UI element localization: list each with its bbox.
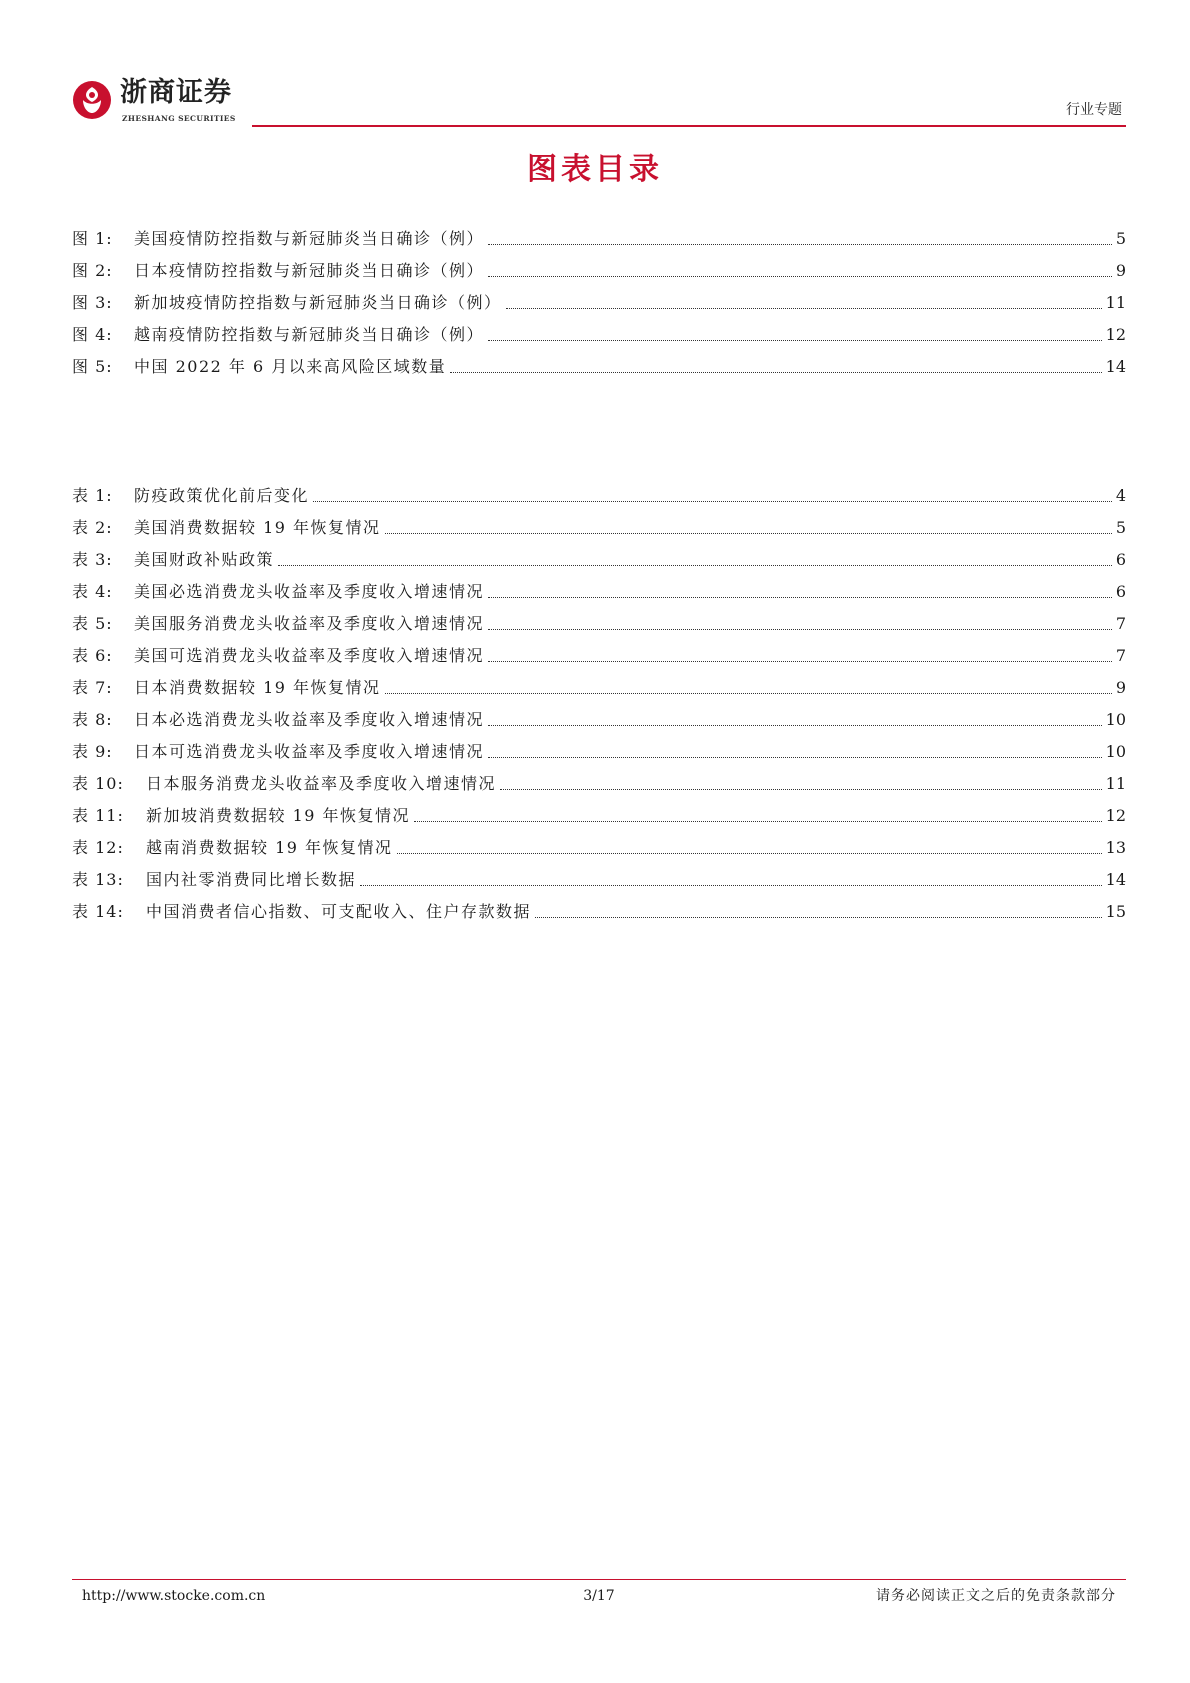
entry-page: 7 [1115,614,1126,633]
entry-title: 中国 2022 年 6 月以来高风险区域数量 [134,357,447,376]
dot-leader [500,788,1102,790]
dot-leader [488,756,1102,758]
dot-leader [488,339,1102,341]
entry-title: 美国可选消费龙头收益率及季度收入增速情况 [134,646,485,665]
entry-page: 11 [1105,774,1126,793]
entry-number: 图 3: [72,293,113,312]
company-name-en: ZHESHANG SECURITIES [122,114,236,123]
entry-number: 表 12: [72,838,124,857]
toc-entry-table-7[interactable] [72,672,1126,704]
toc-entry-table-2[interactable] [72,512,1126,544]
toc-entry-figure-4[interactable] [72,319,1126,351]
dot-leader [414,820,1102,822]
toc-entry-table-1[interactable] [72,480,1126,512]
toc-entry-figure-5[interactable] [72,351,1126,383]
entry-page: 9 [1115,261,1126,280]
toc-entry-table-10[interactable] [72,768,1126,800]
dot-leader [450,371,1101,373]
entry-number: 表 5: [72,614,113,633]
table-list [72,480,1126,928]
dot-leader [488,596,1112,598]
dot-leader [313,500,1112,502]
entry-title: 日本可选消费龙头收益率及季度收入增速情况 [134,742,485,761]
entry-number: 表 2: [72,518,113,537]
dot-leader [397,852,1102,854]
page-header [72,68,1126,128]
company-name-cn: 浙商证券 [120,77,232,108]
toc-entry-table-4[interactable] [72,576,1126,608]
entry-number: 表 13: [72,870,124,889]
entry-title: 日本消费数据较 19 年恢复情况 [134,678,381,697]
dot-leader [360,884,1102,886]
entry-number: 图 4: [72,325,113,344]
entry-number: 表 9: [72,742,113,761]
page-indicator: 3/17 [583,1588,615,1604]
dot-leader [488,628,1112,630]
entry-title: 美国财政补贴政策 [134,550,275,569]
entry-title: 美国疫情防控指数与新冠肺炎当日确诊（例） [134,229,485,248]
entry-title: 国内社零消费同比增长数据 [146,870,357,889]
dot-leader [488,660,1112,662]
toc-entry-table-11[interactable] [72,800,1126,832]
entry-page: 15 [1105,902,1126,921]
entry-page: 11 [1105,293,1126,312]
entry-page: 10 [1105,742,1126,761]
disclaimer-note: 请务必阅读正文之后的免责条款部分 [876,1588,1116,1604]
entry-number: 图 1: [72,229,113,248]
dot-leader [488,275,1112,277]
dot-leader [488,243,1112,245]
entry-title: 中国消费者信心指数、可支配收入、住户存款数据 [146,902,532,921]
toc-entry-table-8[interactable] [72,704,1126,736]
entry-number: 表 10: [72,774,124,793]
entry-page: 5 [1115,229,1126,248]
entry-number: 表 11: [72,806,124,825]
toc-entry-table-6[interactable] [72,640,1126,672]
entry-number: 表 1: [72,486,113,505]
entry-page: 6 [1115,550,1126,569]
toc-entry-table-14[interactable] [72,896,1126,928]
entry-number: 表 14: [72,902,124,921]
dot-leader [488,724,1102,726]
entry-title: 新加坡消费数据较 19 年恢复情况 [146,806,411,825]
entry-number: 表 4: [72,582,113,601]
entry-page: 14 [1105,870,1126,889]
entry-title: 越南疫情防控指数与新冠肺炎当日确诊（例） [134,325,485,344]
entry-page: 4 [1115,486,1126,505]
entry-page: 13 [1105,838,1126,857]
toc-entry-figure-1[interactable] [72,223,1126,255]
entry-title: 日本疫情防控指数与新冠肺炎当日确诊（例） [134,261,485,280]
entry-title: 美国必选消费龙头收益率及季度收入增速情况 [134,582,485,601]
entry-number: 图 5: [72,357,113,376]
toc-entry-table-12[interactable] [72,832,1126,864]
entry-title: 美国服务消费龙头收益率及季度收入增速情况 [134,614,485,633]
entry-number: 表 3: [72,550,113,569]
entry-page: 12 [1105,325,1126,344]
footer-divider [72,1579,1126,1580]
toc-entry-table-9[interactable] [72,736,1126,768]
toc-entry-table-5[interactable] [72,608,1126,640]
dot-leader [385,532,1112,534]
entry-title: 美国消费数据较 19 年恢复情况 [134,518,381,537]
entry-number: 表 7: [72,678,113,697]
toc-entry-table-13[interactable] [72,864,1126,896]
entry-title: 新加坡疫情防控指数与新冠肺炎当日确诊（例） [134,293,502,312]
entry-number: 图 2: [72,261,113,280]
entry-number: 表 6: [72,646,113,665]
entry-title: 防疫政策优化前后变化 [134,486,310,505]
dot-leader [385,692,1112,694]
page-footer [72,1584,1126,1608]
toc-entry-figure-2[interactable] [72,255,1126,287]
website-link[interactable]: http://www.stocke.com.cn [82,1588,266,1604]
entry-page: 14 [1105,357,1126,376]
figure-list [72,223,1126,383]
entry-page: 10 [1105,710,1126,729]
header-divider [252,125,1126,127]
entry-page: 12 [1105,806,1126,825]
page-title: 图表目录 [527,152,663,187]
toc-entry-figure-3[interactable] [72,287,1126,319]
entry-title: 日本服务消费龙头收益率及季度收入增速情况 [146,774,497,793]
dot-leader [278,564,1112,566]
entry-page: 7 [1115,646,1126,665]
entry-page: 5 [1115,518,1126,537]
dot-leader [506,307,1102,309]
entry-title: 日本必选消费龙头收益率及季度收入增速情况 [134,710,485,729]
report-type-label: 行业专题 [1066,102,1122,118]
entry-number: 表 8: [72,710,113,729]
entry-title: 越南消费数据较 19 年恢复情况 [146,838,393,857]
entry-page: 9 [1115,678,1126,697]
zheshang-logo-icon [72,80,112,120]
entry-page: 6 [1115,582,1126,601]
dot-leader [535,916,1102,918]
toc-entry-table-3[interactable] [72,544,1126,576]
